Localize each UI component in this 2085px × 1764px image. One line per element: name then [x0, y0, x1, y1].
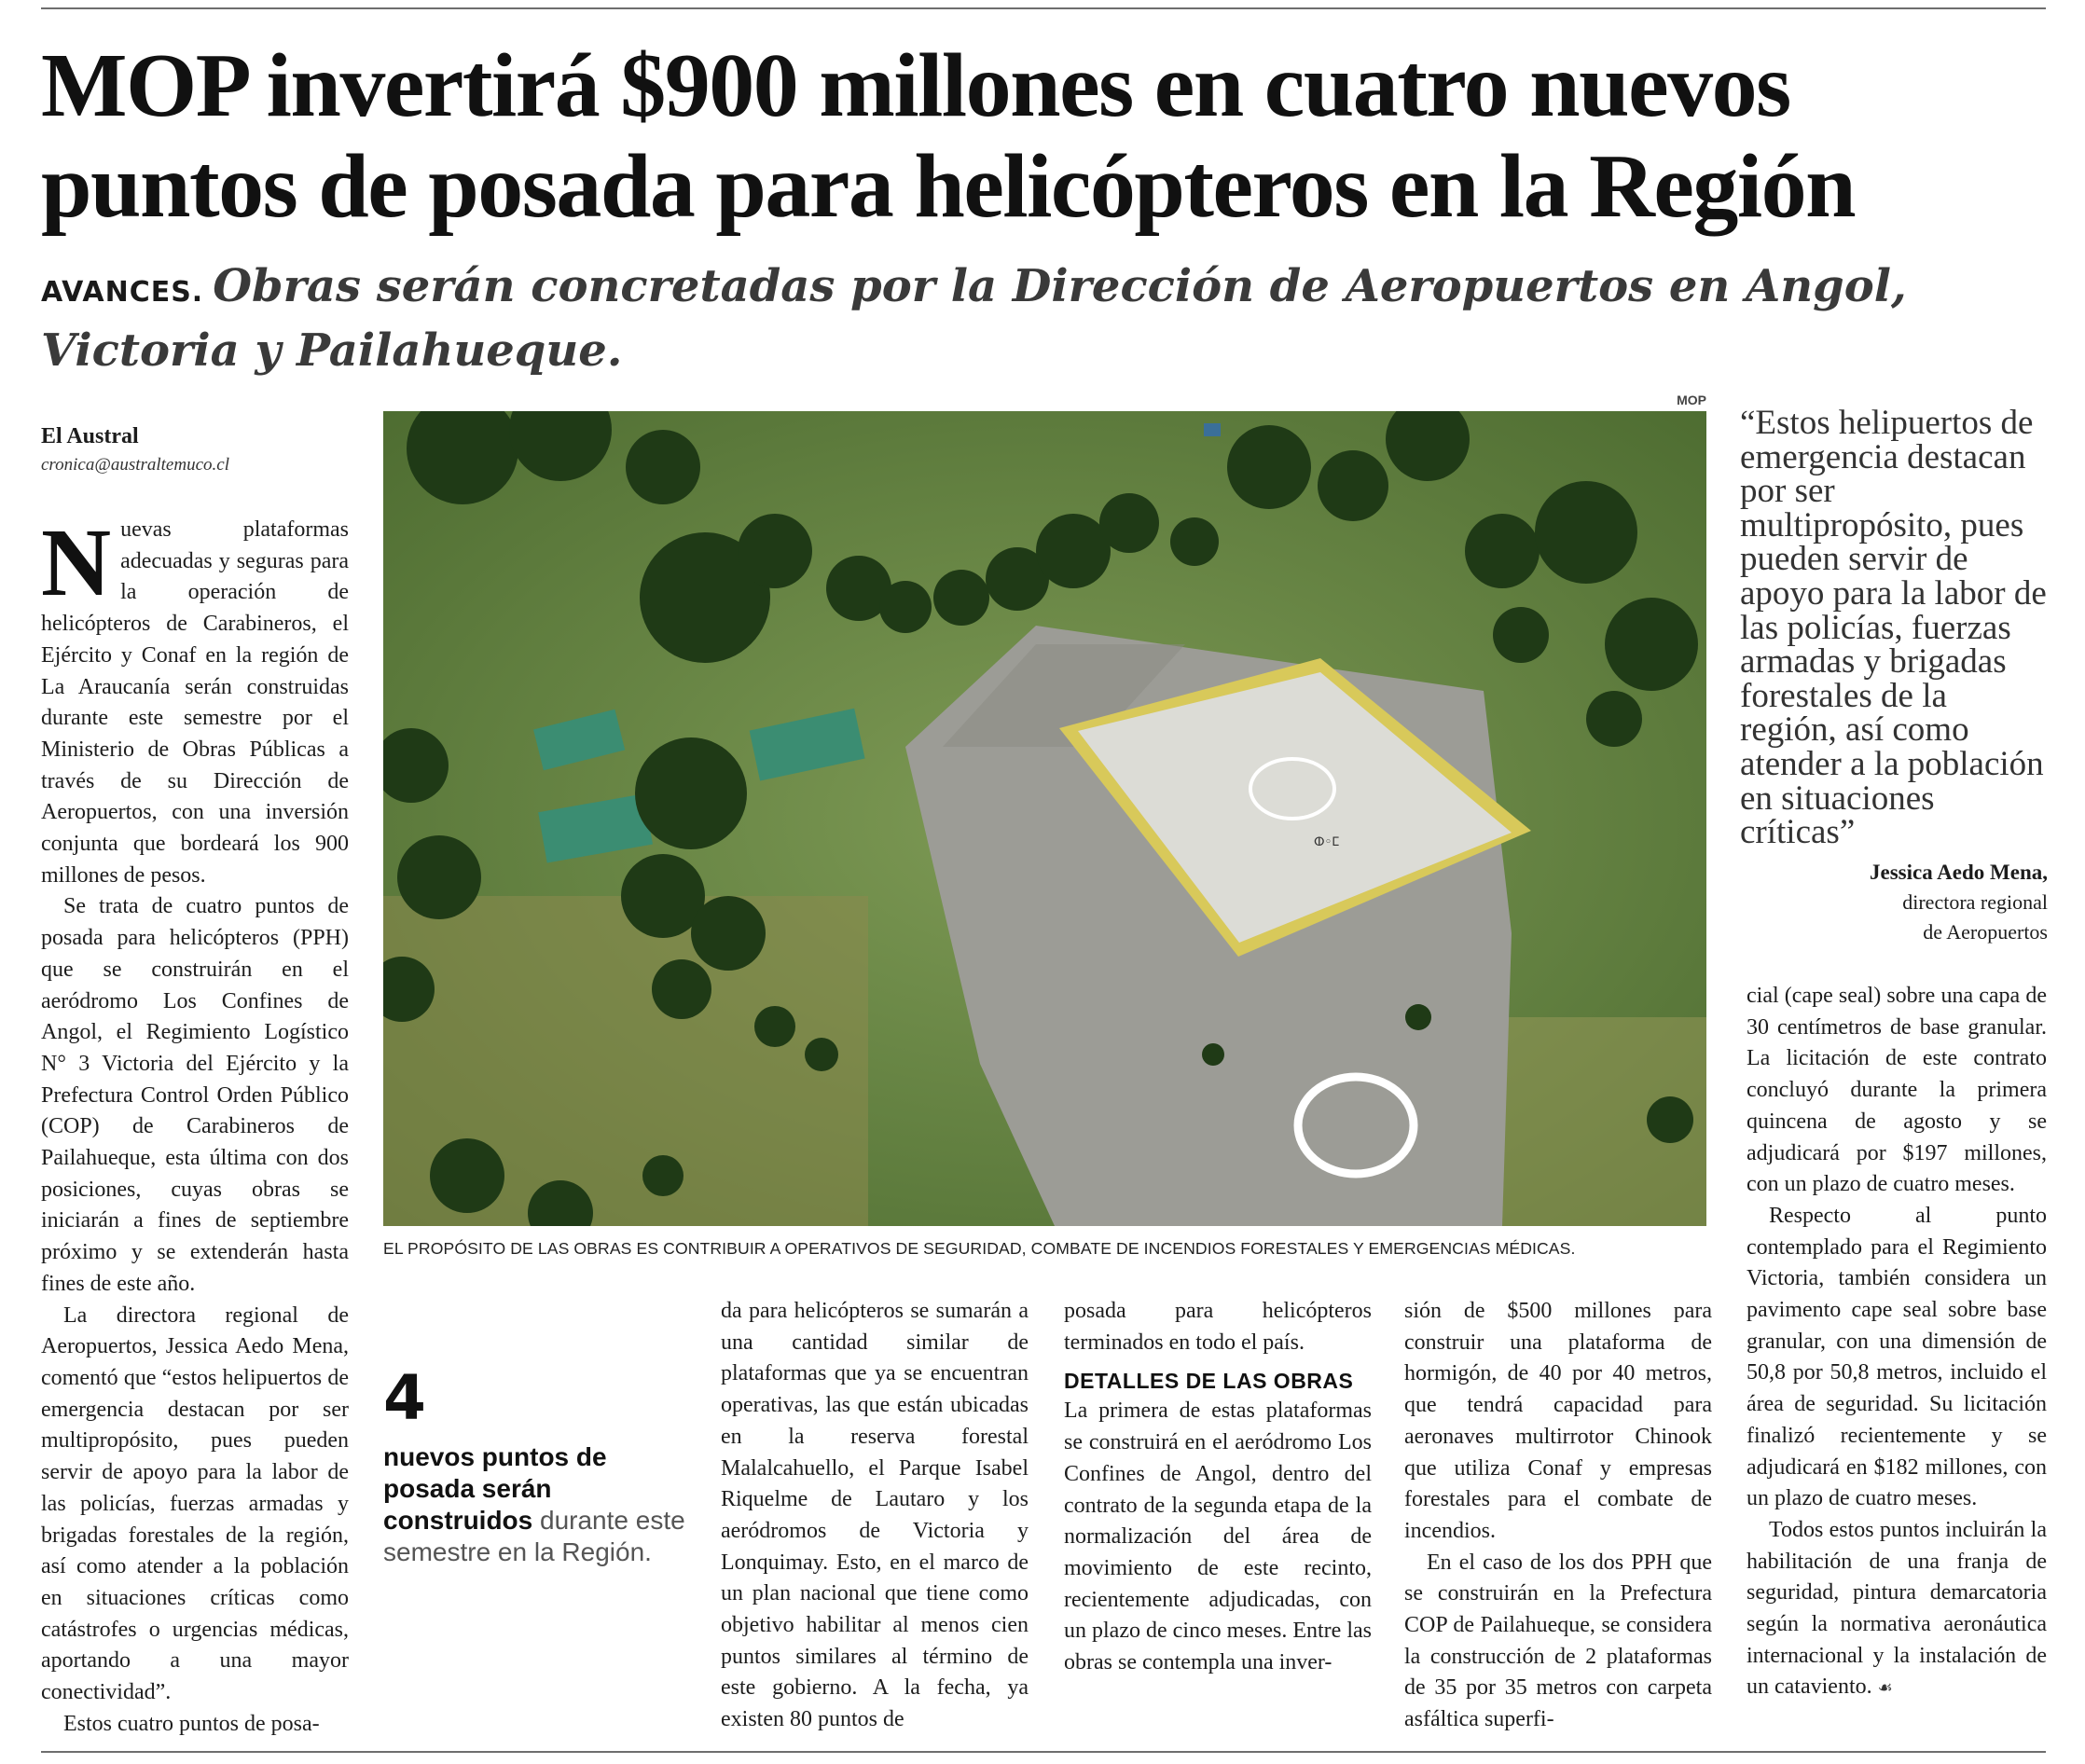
- body-column-5: [1404, 1296, 1712, 1736]
- deck: [41, 257, 2046, 379]
- body-paragraph: En el caso de los dos PPH que se construirán en la Prefectura COP de Pailahueque, se considera la construcción de 2 plataformas de 35 por 35 metros con carpeta asfáltica superfi-: [1404, 1550, 1712, 1732]
- body-paragraph: [1747, 1515, 2047, 1704]
- end-mark-icon: ☙: [1877, 1678, 1893, 1699]
- body-column-1: [41, 509, 349, 1740]
- top-rule: [41, 7, 2046, 9]
- body-paragraph: La directora regional de Aeropuertos, Jessica Aedo Mena, comentó que “estos helipuertos de emergencia destacan por ser multipropósito, pues pueden servir de apoyo para la labor de las policías, fuerzas armadas y brigadas forestales de la región, así como atender a la población en situaciones críticas como catástrofes o urgencias médicas, aportando a una mayor conectividad”.: [41, 1302, 349, 1705]
- pull-quote: “Estos helipuertos de emergencia destacan por ser multipropósito, pues pueden servir de apoyo para la labor de las policías, fuerzas armadas y brigadas forestales de la región, así como atender a la población en situaciones críticas”: [1740, 404, 2047, 852]
- aerial-helipad-photo: [383, 411, 1706, 1226]
- bottom-rule: [41, 1751, 2046, 1753]
- photo-credit: MOP: [1677, 393, 1706, 407]
- body-paragraph: La primera de estas plataformas se construirá en el aeródromo Los Confines de Angol, dentro del contrato de la segunda etapa de la normalización del área de movimiento de este recinto, recientemente adjudicadas, con un plazo de cinco meses. Entre las obras se contempla una inver-: [1064, 1399, 1372, 1675]
- body-text: Todos estos puntos incluirán la habilitación de una franja de seguridad, pintura demarcatoria según la normativa aeronáutica internacional y la instalación de un cataviento.: [1747, 1517, 2047, 1700]
- helipad-mark: ⵀ◦ⵎ: [1314, 835, 1340, 849]
- headline: MOP invertirá $900 millones en cuatro nuevos puntos de posada para helicópteros en la Región: [41, 35, 1856, 237]
- pull-quote-role-1: directora regional: [1902, 890, 2048, 914]
- factbox-rest: durante este semestre en la Región.: [383, 1506, 685, 1566]
- body-text: uevas plataformas adecuadas y seguras para la operación de helicópteros de Carabineros, el Ejército y Conaf en la región de La Araucanía serán construidas durante este semestre por el Ministerio de Obras Públicas a través de su Dirección de Aeropuertos, con una inversión conjunta que bordeará los 900 millones de pesos.: [41, 517, 349, 888]
- body-paragraph: Estos cuatro puntos de posa-: [63, 1711, 320, 1736]
- pull-quote-role-2: de Aeropuertos: [1923, 920, 2048, 944]
- factbox: [383, 1441, 691, 1568]
- deck-kicker: AVANCES.: [41, 276, 204, 309]
- body-paragraph: posada para helicópteros terminados en todo el país.: [1064, 1299, 1372, 1355]
- subhead-detalles: DETALLES DE LAS OBRAS: [1064, 1369, 1354, 1394]
- body-paragraph: Respecto al punto contemplado para el Regimiento Victoria, también considera un pavimento cape seal sobre base granular, con una dimensión de 50,8 por 50,8 metros, incluido el área de seguridad. Su licitación finalizó recientemente y se adjudicará en $182 millones, con un plazo de cuatro meses.: [1747, 1203, 2047, 1511]
- pull-quote-author: [1740, 858, 2048, 947]
- photo-caption: EL PROPÓSITO DE LAS OBRAS ES CONTRIBUIR A OPERATIVOS DE SEGURIDAD, COMBATE DE INCENDIOS FORESTALES Y EMERGENCIAS MÉDICAS.: [383, 1239, 1576, 1258]
- byline-name: El Austral: [41, 424, 139, 448]
- drop-cap: N: [41, 509, 112, 616]
- body-paragraph: Se trata de cuatro puntos de posada para helicópteros (PPH) que se construirán en el aeródromo Los Confines de Angol, el Regimiento Logístico N° 3 Victoria del Ejército y la Prefectura Control Orden Público (COP) de Carabineros de Pailahueque, esta última con dos posiciones, cuyas obras se iniciarán a fines de septiembre próximo y se extenderán hasta fines de este año.: [41, 894, 349, 1296]
- byline: [41, 421, 349, 479]
- body-column-3: [721, 1296, 1029, 1736]
- body-column-6: [1747, 981, 2047, 1704]
- byline-email: cronica@australtemuco.cl: [41, 455, 229, 475]
- body-paragraph: da para helicópteros se sumarán a una cantidad similar de plataformas que ya se encuentran operativas, las que están ubicadas en la reserva forestal Malalcahuello, el Parque Isabel Riquelme de Lautaro y los aeródromos de Victoria y Lonquimay. Esto, en el marco de un plan nacional que tiene como objetivo habilitar al menos cien puntos similares al término de este gobierno. A la fecha, ya existen 80 puntos de: [721, 1299, 1029, 1732]
- body-paragraph: cial (cape seal) sobre una capa de 30 centímetros de base granular. La licitación de este contrato concluyó durante la primera quincena de agosto y se adjudicará por $197 millones, con un plazo de cuatro meses.: [1747, 984, 2047, 1197]
- pull-quote-name: Jessica Aedo Mena,: [1869, 861, 2048, 884]
- factbox-bold: nuevos puntos de posada serán construidos: [383, 1442, 607, 1535]
- factbox-number: 4: [383, 1362, 426, 1434]
- body-column-4: [1064, 1296, 1372, 1679]
- body-paragraph: sión de $500 millones para construir una plataforma de hormigón, de 40 por 40 metros, que tendrá capacidad para aeronaves multirrotor Chinook que utiliza Conaf y empresas forestales para el combate de incendios.: [1404, 1299, 1712, 1543]
- aerial-photo-illustration: [383, 411, 1706, 1226]
- deck-text: Obras serán concretadas por la Dirección de Aeropuertos en Angol, Victoria y Pailahueque.: [41, 260, 1907, 377]
- body-paragraph: [41, 509, 349, 891]
